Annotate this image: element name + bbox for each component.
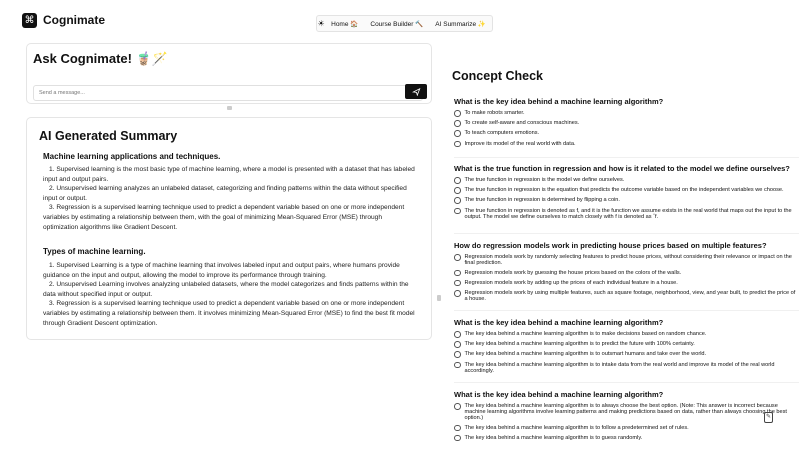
question-block [454, 390, 799, 445]
option-label[interactable]: The key idea behind a machine learning algorithm is to outsmart humans and take over the world. [464, 351, 707, 358]
question-block [454, 97, 799, 151]
option-label[interactable]: The true function in regression is the equation that predicts the outcome variable based on the independent variables we choose. [464, 187, 784, 194]
summary-item: 3. Regression is a supervised learning technique used to predict a dependent variable based on one or more independent variables by estimating a relationship between them, with the goal of minimizing Mean-Squared Error (MSE) through optimization algorithms like Gradient Descent. [43, 204, 405, 231]
radio-button[interactable] [454, 208, 461, 215]
radio-button[interactable] [454, 141, 461, 148]
answer-option[interactable] [454, 197, 799, 204]
option-label[interactable]: The key idea behind a machine learning algorithm is to guess randomly. [464, 434, 643, 441]
radio-button[interactable] [454, 341, 461, 348]
nav-ai-summarize[interactable]: AI Summarize ✨ [435, 20, 486, 28]
answer-option[interactable] [454, 177, 799, 184]
summary-title: AI Generated Summary [39, 129, 178, 143]
option-label[interactable]: The key idea behind a machine learning algorithm is to intake data from the real world and improve its model of the real world accordingly. [464, 361, 775, 374]
send-button[interactable] [405, 84, 427, 99]
radio-button[interactable] [454, 425, 461, 432]
option-label[interactable]: Regression models work by guessing the house prices based on the colors of the walls. [464, 269, 682, 276]
summary-item: 3. Regression is a supervised learning technique used to predict a dependent variable based on one or more independent variables by estimating a relationship between them. It involves minimizing Mean-Squared Error (MSE) to find the best fit model through Gradient Descent optimization. [43, 300, 415, 327]
question-block [454, 164, 799, 223]
option-label[interactable]: Regression models work by using multiple features, such as square footage, neighborhood, view, and year built, to predict the price of a house. [464, 290, 796, 303]
radio-button[interactable] [454, 351, 461, 358]
option-label[interactable]: The key idea behind a machine learning algorithm is to always choose the best option. (Note: This answer is incorrect because machine learning algorithms involve learning patterns and making predictions based on data, rather than always choosing the best option.) [464, 403, 787, 421]
option-label[interactable]: To create self-aware and conscious machines. [464, 120, 580, 127]
option-label[interactable]: The true function in regression is the model we define ourselves. [464, 177, 625, 183]
concept-check-panel [441, 60, 806, 453]
question-text: What is the key idea behind a machine learning algorithm? [454, 390, 664, 399]
answer-option[interactable] [454, 120, 799, 127]
option-label[interactable]: The key idea behind a machine learning algorithm is to follow a predetermined set of rules. [464, 424, 689, 431]
radio-button[interactable] [454, 130, 461, 137]
resize-handle-horizontal[interactable] [227, 106, 232, 110]
option-label[interactable]: The true function in regression is denoted as f, and it is the function we assume exists in the real world that maps out the input to the output. The model we define ourselves to match closely with f is denoted as ˆf. [464, 207, 792, 220]
ask-title: Ask Cognimate! 🧋🪄 [33, 51, 168, 66]
answer-option[interactable] [454, 362, 799, 374]
ask-card [26, 43, 432, 104]
answer-option[interactable] [454, 331, 799, 338]
answer-option[interactable] [454, 208, 799, 220]
question-block [454, 241, 799, 306]
question-text: What is the true function in regression and how is it related to the model we define ourselves? [454, 164, 790, 173]
option-label[interactable]: Regression models work by adding up the prices of each individual feature in a house. [464, 279, 678, 286]
answer-option[interactable] [454, 425, 799, 432]
cognimate-logo-icon[interactable]: ⌘ [22, 13, 37, 28]
option-label[interactable]: To make robots smarter. [464, 110, 525, 116]
answer-option[interactable] [454, 270, 799, 277]
summary-item: 1. Supervised Learning is a type of machine learning that involves labeled input and output pairs, where humans provide guidance on the input and output, allowing the model to improve its performance through training. [43, 262, 400, 279]
answer-option[interactable] [454, 341, 799, 348]
option-label[interactable]: Improve its model of the real world with data. [464, 140, 576, 147]
radio-button[interactable] [454, 197, 461, 204]
option-label[interactable]: Regression models work by randomly selecting features to predict house prices, without considering their relevance or impact on the final prediction. [464, 254, 792, 266]
divider [454, 310, 799, 311]
answer-option[interactable] [454, 403, 799, 421]
nav-course-builder[interactable]: Course Builder 🔨 [370, 20, 424, 28]
answer-option[interactable] [454, 130, 799, 137]
radio-button[interactable] [454, 362, 461, 369]
option-label[interactable]: The key idea behind a machine learning algorithm is to predict the future with 100% certainty. [464, 341, 695, 348]
answer-option[interactable] [454, 110, 799, 117]
radio-button[interactable] [454, 270, 461, 277]
answer-option[interactable] [454, 435, 799, 442]
answer-option[interactable] [454, 290, 799, 302]
option-label[interactable]: The true function in regression is determined by flipping a coin. [464, 197, 620, 204]
divider [454, 382, 799, 383]
theme-toggle-icon[interactable]: ☀ [317, 19, 325, 28]
radio-button[interactable] [454, 403, 461, 410]
summary-item: 2. Unsupervised Learning involves analyzing unlabeled datasets, where the model categorizes and finds patterns within the data without specified input or output. [43, 281, 409, 298]
question-text: What is the key idea behind a machine learning algorithm? [454, 318, 664, 327]
radio-button[interactable] [454, 254, 461, 261]
divider [454, 157, 799, 158]
nav-bar [316, 15, 493, 32]
paper-plane-icon [412, 88, 421, 96]
brand-name[interactable]: Cognimate [43, 13, 106, 27]
nav-home[interactable]: Home 🏠 [331, 20, 359, 28]
answer-option[interactable] [454, 351, 799, 358]
question-block [454, 318, 799, 377]
radio-button[interactable] [454, 331, 461, 338]
radio-button[interactable] [454, 110, 461, 117]
concept-check-title: Concept Check [452, 69, 543, 83]
summary-item: 2. Unsupervised learning analyzes an unlabeled dataset, categorizing and finding patterns within the data without specified input or output. [43, 185, 407, 202]
radio-button[interactable] [454, 280, 461, 287]
radio-button[interactable] [454, 290, 461, 297]
summary-card [26, 117, 432, 340]
clipboard-icon[interactable]: ✎ [764, 412, 773, 423]
divider [454, 233, 799, 234]
radio-button[interactable] [454, 177, 461, 184]
top-bar [0, 0, 806, 40]
summary-section-body [43, 261, 419, 328]
summary-section-heading: Machine learning applications and techniques. [43, 152, 221, 161]
summary-item: 1. Supervised learning is the most basic type of machine learning, where a model is presented with a dataset that has labeled input and output pairs. [43, 166, 415, 183]
radio-button[interactable] [454, 435, 461, 442]
radio-button[interactable] [454, 187, 461, 194]
summary-section-heading: Types of machine learning. [43, 247, 146, 256]
message-input[interactable] [33, 85, 423, 101]
answer-option[interactable] [454, 187, 799, 194]
option-label[interactable]: The key idea behind a machine learning algorithm is to make decisions based on random chance. [464, 331, 707, 337]
answer-option[interactable] [454, 141, 799, 148]
question-text: What is the key idea behind a machine learning algorithm? [454, 97, 664, 106]
radio-button[interactable] [454, 120, 461, 127]
answer-option[interactable] [454, 280, 799, 287]
answer-option[interactable] [454, 254, 799, 266]
option-label[interactable]: To teach computers emotions. [464, 130, 540, 137]
summary-section-body [43, 165, 419, 232]
question-text: How do regression models work in predicting house prices based on multiple features? [454, 241, 767, 250]
